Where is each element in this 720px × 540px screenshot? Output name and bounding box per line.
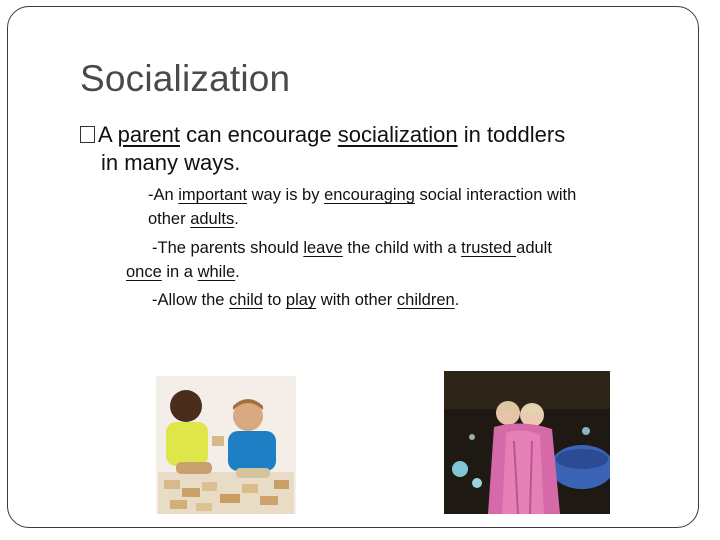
sub-point-2-line-2 bbox=[126, 263, 240, 282]
girls-with-towel-photo bbox=[444, 371, 610, 514]
underlined-word: children bbox=[396, 291, 455, 309]
underlined-word: parent bbox=[117, 122, 180, 147]
sub-point-1-line-2 bbox=[148, 210, 239, 229]
sub-text: . bbox=[454, 291, 460, 309]
underlined-word: socialization bbox=[337, 122, 458, 147]
main-bullet-line-1 bbox=[80, 122, 565, 148]
toddlers-playing-blocks-photo bbox=[156, 376, 296, 514]
sub-text: other bbox=[148, 210, 191, 228]
girls-photo-icon bbox=[444, 371, 610, 514]
underlined-word: leave bbox=[303, 239, 343, 257]
sub-text: -An bbox=[148, 186, 179, 204]
toddlers-photo-icon bbox=[156, 376, 296, 514]
sub-point-3-line-1 bbox=[152, 291, 459, 310]
sub-text: in a bbox=[161, 263, 198, 281]
bullet-text: A bbox=[98, 122, 118, 147]
sub-text: social interaction with bbox=[414, 186, 577, 204]
sub-point-1-line-1 bbox=[148, 186, 576, 205]
underlined-word: trusted bbox=[461, 239, 517, 257]
underlined-word: child bbox=[229, 291, 263, 309]
sub-text: to bbox=[262, 291, 286, 309]
bullet-text: in toddlers bbox=[457, 122, 566, 147]
underlined-word: while bbox=[197, 263, 236, 281]
underlined-word: adults bbox=[190, 210, 235, 228]
sub-text: -Allow the bbox=[152, 291, 230, 309]
sub-point-2-line-1 bbox=[152, 239, 552, 258]
bullet-text: can encourage bbox=[179, 122, 338, 147]
underlined-word: once bbox=[126, 263, 162, 281]
sub-text: with other bbox=[316, 291, 397, 309]
underlined-word: encouraging bbox=[324, 186, 415, 204]
sub-text: -The parents should bbox=[152, 239, 304, 257]
sub-text: . bbox=[234, 210, 239, 228]
bullet-box-icon bbox=[80, 126, 95, 143]
slide-title: Socialization bbox=[80, 58, 291, 99]
sub-text: the child with a bbox=[342, 239, 462, 257]
sub-text: adult bbox=[516, 239, 552, 257]
sub-text: way is by bbox=[247, 186, 325, 204]
underlined-word: play bbox=[285, 291, 317, 309]
sub-text: . bbox=[235, 263, 240, 281]
underlined-word: important bbox=[178, 186, 248, 204]
main-bullet-line-2: in many ways. bbox=[101, 150, 241, 175]
